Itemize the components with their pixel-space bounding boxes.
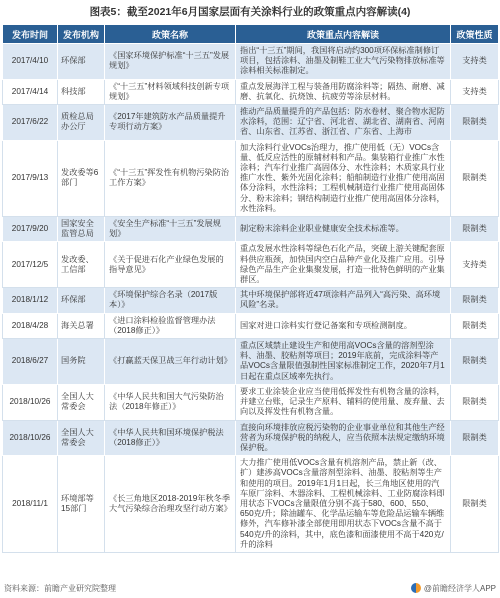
- cell-policy-name: 《“十三五”挥发性有机物污染防治工作方案》: [105, 140, 236, 216]
- column-header-policy-nature: 政策性质: [451, 25, 499, 44]
- cell-agency: 全国人大常委会: [58, 420, 105, 456]
- cell-date: 2017/9/20: [3, 217, 58, 242]
- table-row: [3, 217, 499, 242]
- table-header: [3, 25, 499, 44]
- column-header-policy-name: 政策名称: [105, 25, 236, 44]
- cell-agency: 发改委、工信部: [58, 242, 105, 288]
- page-title: 图表5：截至2021年6月国家层面有关涂料行业的政策重点内容解读(4): [89, 6, 411, 18]
- cell-date: 2017/6/22: [3, 105, 58, 141]
- cell-date: 2018/10/26: [3, 384, 58, 420]
- cell-policy-nature: 限制类: [451, 420, 499, 456]
- cell-policy-nature: 支持类: [451, 44, 499, 80]
- cell-policy-content: 大力推广使用低VOCs含量有机溶剂产品，禁止新（改、扩）建涉高VOCs含量溶剂型涂料、油墨、胶粘剂等生产和使用的项目。2019年1月1日起，长三角地区使用的汽车原厂涂料、木器涂料、工程机械涂料、工业防腐涂料即用状态下VOCs含量限值分别不高于580、600、550、650克/升；除油罐车、化学品运输车等危险品运输车辆维修外，汽车修补漆全部使用即用状态下VOCs含量不高于540克/升的涂料，其中，底色漆和面漆使用不高于420克/升的涂料: [236, 456, 451, 553]
- cell-agency: 国家安全监管总局: [58, 217, 105, 242]
- cell-policy-content: 重点发展海洋工程与装备用防腐涂料等；隔热、耐磨、减磨、抗氧化、抗烧蚀、抗疲劳等涂层材料。: [236, 79, 451, 104]
- column-header-agency: 发布机构: [58, 25, 105, 44]
- cell-agency: 发改委等6部门: [58, 140, 105, 216]
- cell-policy-nature: 限制类: [451, 217, 499, 242]
- cell-policy-name: 《长三角地区2018-2019年秋冬季大气污染综合治理攻坚行动方案》: [105, 456, 236, 553]
- source-note: 资料来源：前瞻产业研究院整理: [4, 583, 116, 593]
- cell-policy-name: 《安全生产标准“十三五”发展规划》: [105, 217, 236, 242]
- cell-policy-content: 制定粉末涂料企业职业健康安全技术标准等。: [236, 217, 451, 242]
- cell-date: 2018/1/12: [3, 288, 58, 313]
- cell-policy-nature: 限制类: [451, 140, 499, 216]
- cell-date: 2017/4/10: [3, 44, 58, 80]
- cell-date: 2018/6/27: [3, 339, 58, 385]
- cell-policy-content: 重点发展水性涂料等绿色石化产品，突破上游关键配套原料供应瓶颈，加快国内空白品种产业化及推广应用。引导绿色产品生产企业集聚发展，打造一批特色鲜明的产业集群区。: [236, 242, 451, 288]
- cell-policy-name: 《2017年建筑防水产品质量提升专项行动方案》: [105, 105, 236, 141]
- table-row: [3, 79, 499, 104]
- cell-date: 2018/10/26: [3, 420, 58, 456]
- cell-agency: 环保部: [58, 44, 105, 80]
- cell-date: 2017/12/5: [3, 242, 58, 288]
- policy-table-body: [3, 44, 499, 553]
- cell-policy-nature: 限制类: [451, 339, 499, 385]
- table-row: [3, 242, 499, 288]
- table-row: [3, 456, 499, 553]
- cell-policy-name: 《进口涂料检验监督管理办法（2018修正）》: [105, 313, 236, 338]
- table-row: [3, 384, 499, 420]
- cell-agency: 海关总署: [58, 313, 105, 338]
- cell-agency: 环保部: [58, 288, 105, 313]
- cell-policy-content: 国家对进口涂料实行登记备案和专项检测制度。: [236, 313, 451, 338]
- table-row: [3, 44, 499, 80]
- table-row: [3, 339, 499, 385]
- cell-policy-name: 《中华人民共和国大气污染防治法（2018年修正）》: [105, 384, 236, 420]
- cell-policy-nature: 支持类: [451, 242, 499, 288]
- cell-date: 2017/9/13: [3, 140, 58, 216]
- cell-policy-name: 《国家环境保护标准“十三五”发展规划》: [105, 44, 236, 80]
- cell-agency: 全国人大常委会: [58, 384, 105, 420]
- brand-logo-icon: [411, 583, 421, 593]
- brand-attribution: [411, 583, 496, 594]
- cell-agency: 科技部: [58, 79, 105, 104]
- cell-policy-nature: 限制类: [451, 456, 499, 553]
- cell-policy-nature: 限制类: [451, 313, 499, 338]
- cell-policy-name: 《“十三五”材料领域科技创新专项规划》: [105, 79, 236, 104]
- cell-policy-name: 《环境保护综合名录（2017版本）》: [105, 288, 236, 313]
- cell-policy-content: 重点区域禁止建设生产和使用高VOCs含量的溶剂型涂料、油墨、胶粘剂等项目；2019年底前，完成涂料等产品VOCs含量限值强制性国家标准制定工作，2020年7月1日起在重点区域率先执行。: [236, 339, 451, 385]
- table-header-row: [3, 25, 499, 44]
- cell-policy-nature: 限制类: [451, 384, 499, 420]
- cell-agency: 质检总局办公厅: [58, 105, 105, 141]
- column-header-policy-content: 政策重点内容解读: [236, 25, 451, 44]
- policy-table: [2, 24, 499, 553]
- cell-policy-nature: 限制类: [451, 105, 499, 141]
- table-row: [3, 105, 499, 141]
- table-row: [3, 140, 499, 216]
- cell-agency: 国务院: [58, 339, 105, 385]
- cell-date: 2018/4/28: [3, 313, 58, 338]
- cell-policy-content: 其中环境保护部将近47项涂料产品列入“高污染、高环境风险”名录。: [236, 288, 451, 313]
- table-row: [3, 420, 499, 456]
- cell-policy-nature: 限制类: [451, 288, 499, 313]
- cell-policy-name: 《关于促进石化产业绿色发展的指导意见》: [105, 242, 236, 288]
- cell-date: 2018/11/1: [3, 456, 58, 553]
- cell-agency: 环境部等15部门: [58, 456, 105, 553]
- cell-policy-content: 指出“十三五”期间，我国将启动约300项环保标准制修订项目，包括涂料、油墨及制鞋工业大气污染物排放标准等涂料相关标准制定。: [236, 44, 451, 80]
- cell-policy-content: 要求工业涂装企业应当使用低挥发性有机物含量的涂料，并建立台账，记录生产原料、辅料的使用量、废弃量、去向以及挥发性有机物含量。: [236, 384, 451, 420]
- cell-date: 2017/4/14: [3, 79, 58, 104]
- cell-policy-name: 《中华人民共和国环境保护税法（2018修正）》: [105, 420, 236, 456]
- footer: [4, 581, 496, 595]
- column-header-date: 发布时间: [3, 25, 58, 44]
- cell-policy-content: 推动产品质量提升的产品包括：防水卷材、聚合物水泥防水涂料，范围：辽宁省、河北省、湖北省、湖南省、河南省、山东省、江苏省、浙江省、广东省、上海市: [236, 105, 451, 141]
- cell-policy-content: 加大涂料行业VOCs治理力，推广使用低（无）VOCs含量、低反应活性的原辅材料和产品。集装箱行业推广水性涂料；汽车行业推广高固体分、水性涂料；木质家具行业推广水性、紫外光固化涂料；船舶制造行业推广使用高固体分涂料，水性涂料；工程机械制造行业推广使用高固体分、粉末涂料；钢结构制造行业推广使用高固体分涂料，水性涂料。: [236, 140, 451, 216]
- table-row: [3, 288, 499, 313]
- brand-handle: @前瞻经济学人APP: [423, 583, 496, 593]
- cell-policy-content: 直接向环境排放应税污染物的企业事业单位和其他生产经营者为环境保护税的纳税人，应当依照本法规定缴纳环境保护税。: [236, 420, 451, 456]
- table-row: [3, 313, 499, 338]
- cell-policy-nature: 支持类: [451, 79, 499, 104]
- cell-policy-name: 《打赢蓝天保卫战三年行动计划》: [105, 339, 236, 385]
